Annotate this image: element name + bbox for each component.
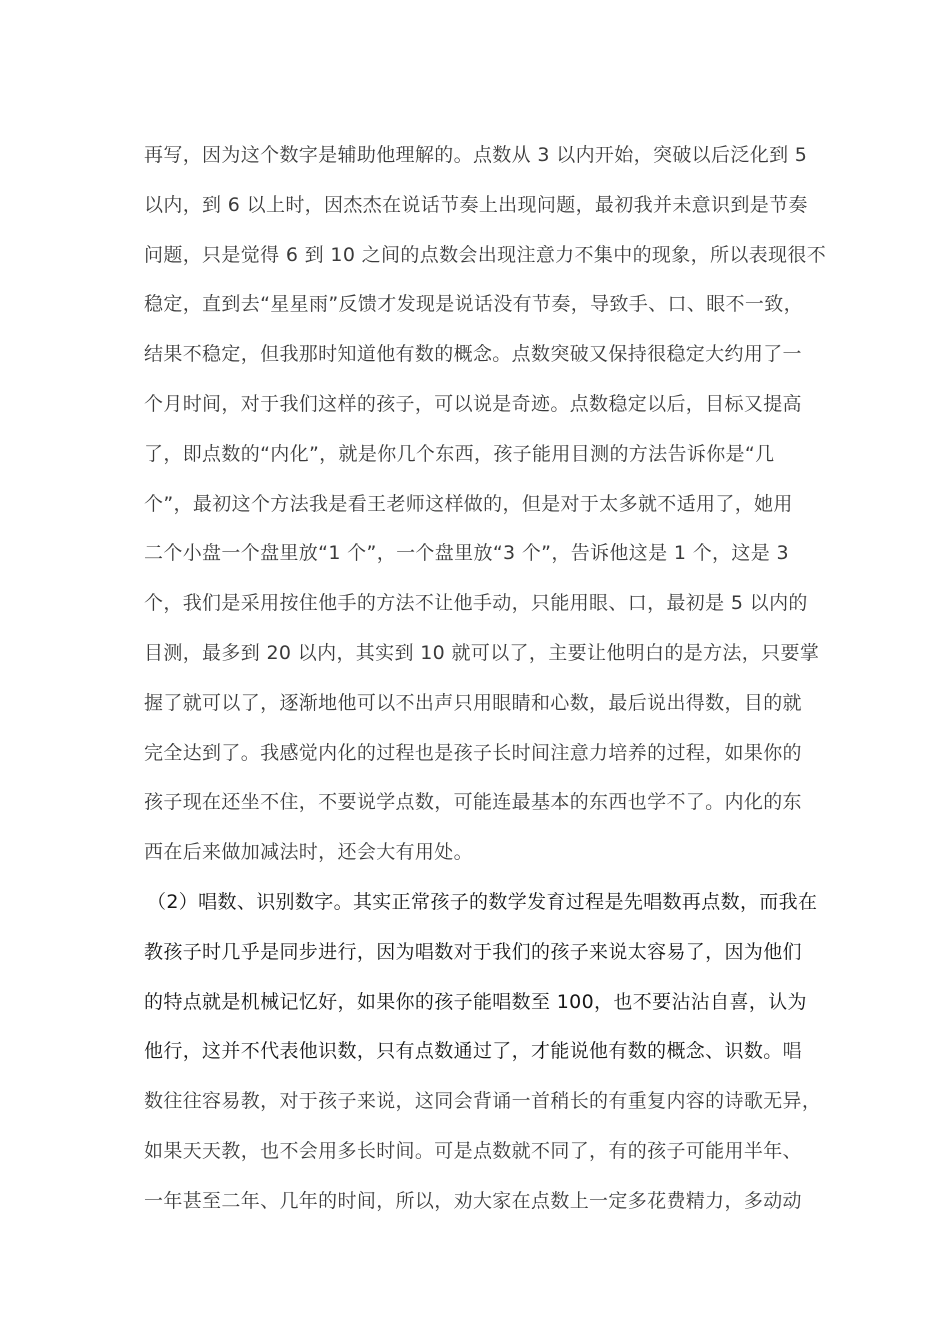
body-text [144, 131, 827, 1227]
section-heading-line: （2）唱数、识别数字。其实正常孩子的数学发育过程是先唱数再点数，而我在 [147, 890, 818, 913]
paragraph-line: 数往往容易教，对于孩子来说，这同会背诵一首稍长的有重复内容的诗歌无异， [144, 1090, 822, 1113]
paragraph-line: 如果天天教，也不会用多长时间。可是点数就不同了，有的孩子可能用半年、 [144, 1139, 802, 1162]
paragraph-line: 以内，到 6 以上时，因杰杰在说话节奏上出现问题，最初我并未意识到是节奏 [144, 193, 808, 216]
paragraph-line: 一年甚至二年、几年的时间，所以，劝大家在点数上一定多花费精力，多动动 [144, 1189, 802, 1212]
paragraph-line: 问题，只是觉得 6 到 10 之间的点数会出现注意力不集中的现象，所以表现很不 [144, 243, 827, 266]
paragraph-line: 握了就可以了，逐渐地他可以不出声只用眼睛和心数，最后说出得数，目的就 [144, 691, 802, 714]
paragraph-line: 个”，最初这个方法我是看王老师这样做的，但是对于太多就不适用了，她用 [144, 492, 793, 515]
paragraph-line: 西在后来做加减法时，还会大有用处。 [144, 841, 473, 864]
paragraph-line: 孩子现在还坐不住，不要说学点数，可能连最基本的东西也学不了。内化的东 [144, 791, 802, 814]
paragraph-line: 结果不稳定，但我那时知道他有数的概念。点数突破又保持很稳定大约用了一 [144, 343, 802, 366]
paragraph-line: 完全达到了。我感觉内化的过程也是孩子长时间注意力培养的过程，如果你的 [144, 741, 802, 764]
paragraph-line: 个，我们是采用按住他手的方法不让他手动，只能用眼、口，最初是 5 以内的 [144, 592, 808, 615]
paragraph-line: 目测，最多到 20 以内，其实到 10 就可以了，主要让他明白的是方法，只要掌 [144, 641, 820, 664]
highlighted-sentence: 他行，这并不代表他识数，只有点数通过了，才能说他有数的概念、识数。 [144, 1040, 783, 1063]
mixed-paragraph-line [144, 1027, 824, 1077]
paragraph-line: 个月时间，对于我们这样的孩子，可以说是奇迹。点数稳定以后，目标又提高 [144, 392, 802, 415]
paragraph-line: 二个小盘一个盘里放“1 个”，一个盘里放“3 个”，告诉他这是 1 个，这是 3 [144, 542, 789, 565]
sentence-continuation: 唱 [782, 1040, 802, 1063]
paragraph-line: 教孩子时几乎是同步进行，因为唱数对于我们的孩子来说太容易了，因为他们 [144, 940, 802, 963]
paragraph-line: 了，即点数的“内化”，就是你几个东西，孩子能用目测的方法告诉你是“几 [144, 442, 775, 465]
paragraph-line: 再写，因为这个数字是辅助他理解的。点数从 3 以内开始，突破以后泛化到 5 [144, 144, 808, 166]
paragraph-line: 稳定，直到去“星星雨”反馈才发现是说话没有节奏，导致手、口、眼不一致， [144, 293, 803, 316]
paragraph-line: 的特点就是机械记忆好，如果你的孩子能唱数至 100，也不要沾沾自喜，认为 [144, 990, 807, 1013]
